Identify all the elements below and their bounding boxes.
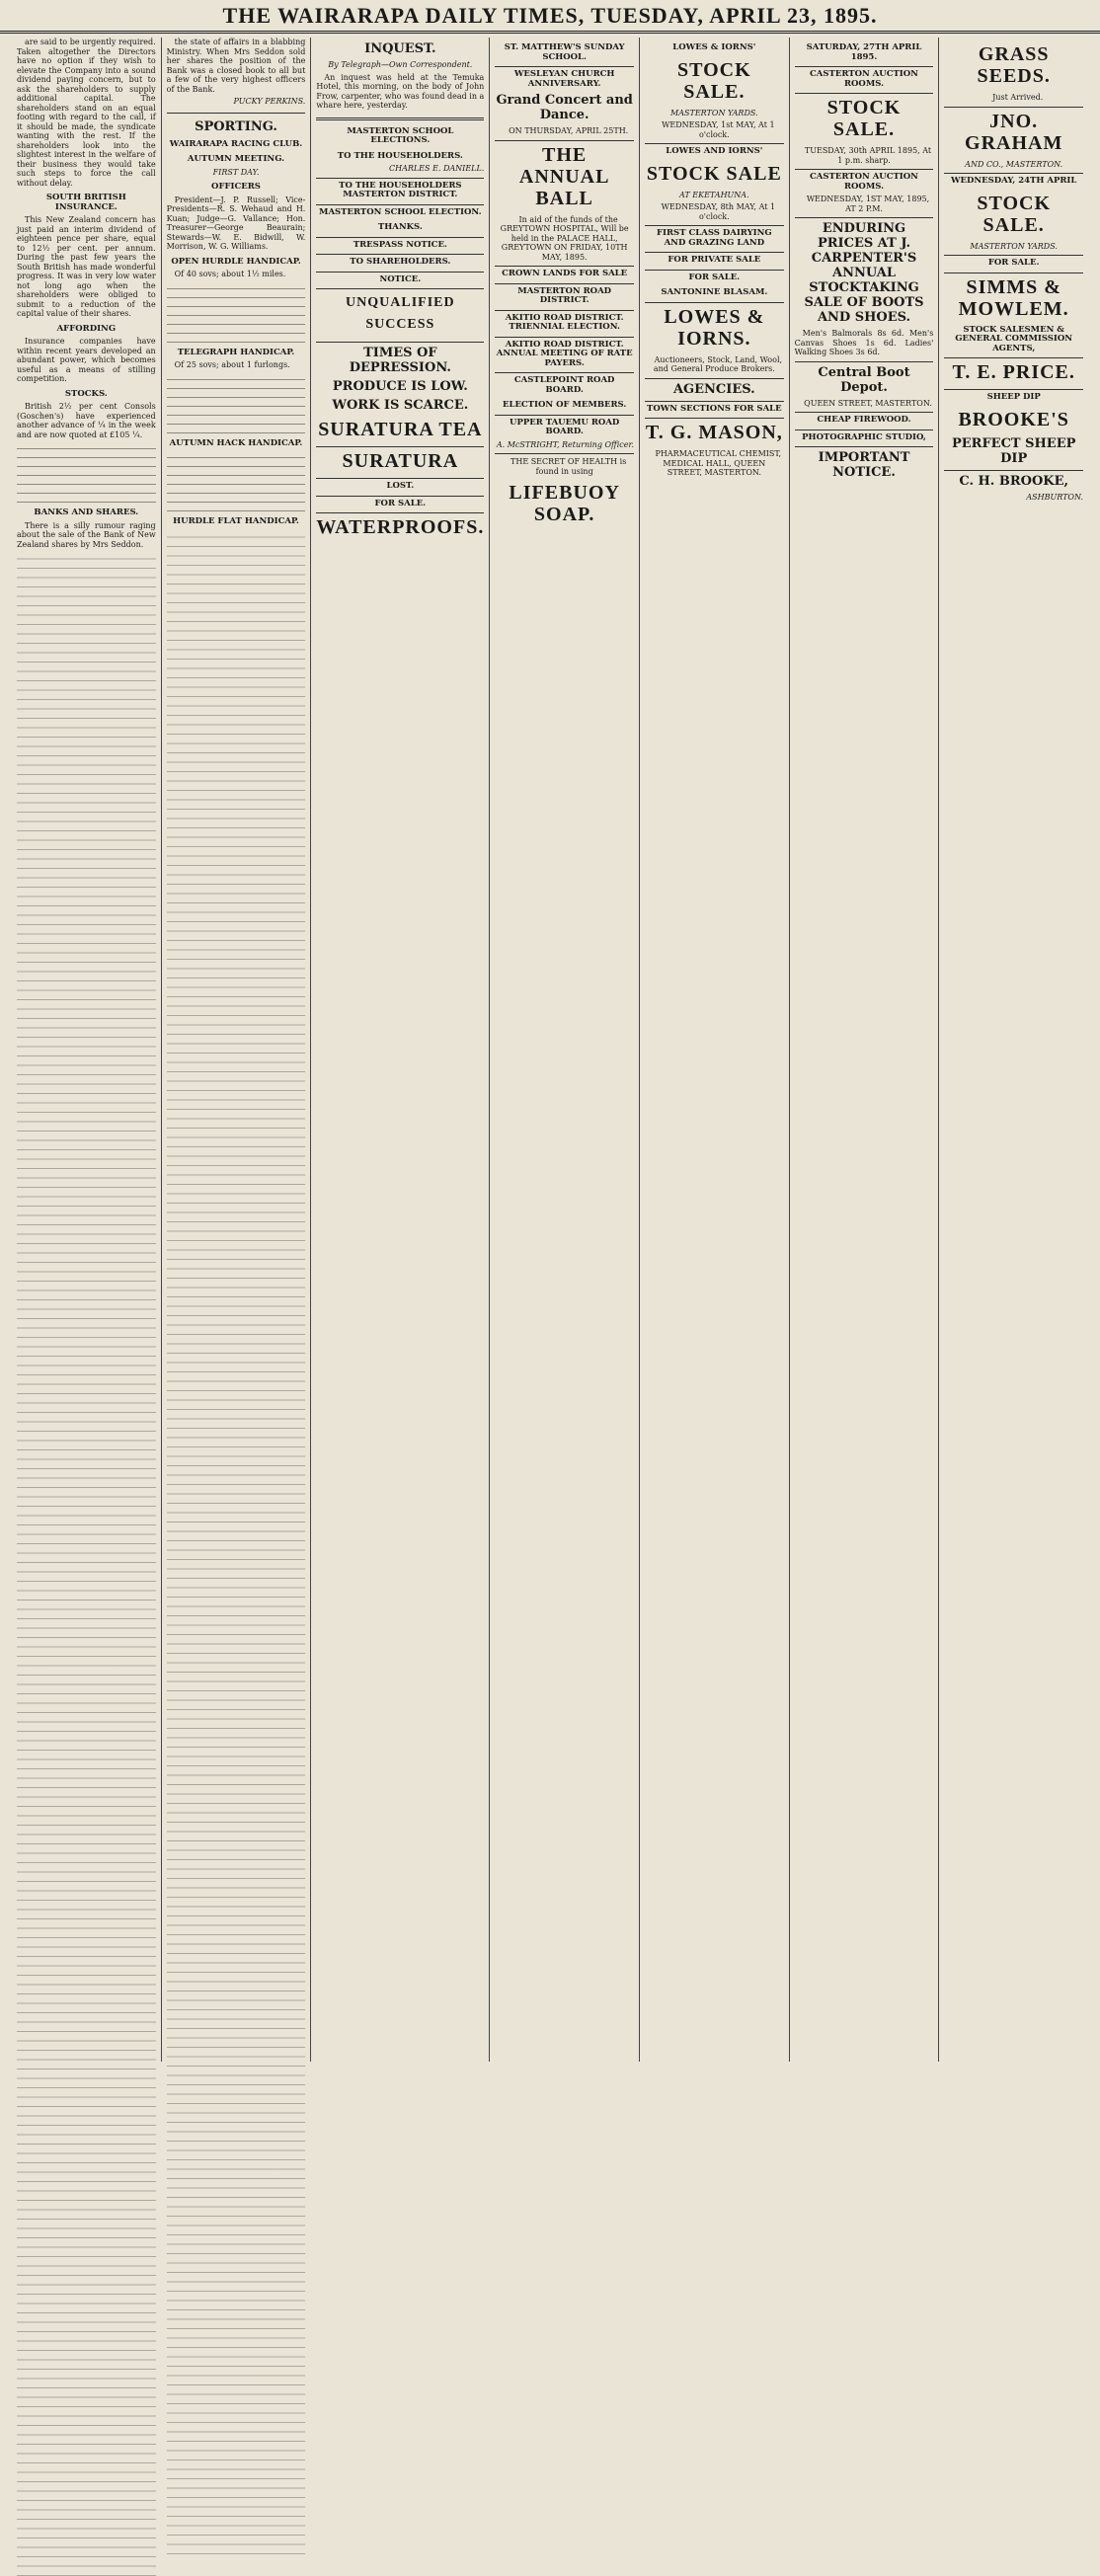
ad-title: T. E. PRICE. bbox=[944, 357, 1083, 383]
section-heading: SOUTH BRITISH INSURANCE. bbox=[45, 193, 126, 212]
ad-title: STOCK SALE. bbox=[977, 192, 1052, 236]
column-2 bbox=[162, 38, 312, 2062]
ad-heading: FIRST CLASS DAIRYING AND GRAZING LAND bbox=[645, 225, 784, 248]
ad-text: QUEEN STREET, MASTERTON. bbox=[804, 398, 932, 408]
race-heading: TELEGRAPH HANDICAP. bbox=[177, 347, 295, 357]
ad-heading: NOTICE. bbox=[316, 272, 484, 285]
article-text: Of 40 sovs; about 1½ miles. bbox=[174, 270, 286, 278]
race-heading: HURDLE FLAT HANDICAP. bbox=[173, 516, 299, 526]
ad-text: PHARMACEUTICAL CHEMIST, MEDICAL HALL, QUEEN STREET, MASTERTON. bbox=[655, 449, 782, 477]
ad-heading: WEDNESDAY, 24TH APRIL bbox=[944, 173, 1083, 187]
section-title: INQUEST. bbox=[364, 41, 436, 56]
ad-title: T. G. MASON, bbox=[645, 418, 784, 443]
ad-heading: LOWES & IORNS' bbox=[672, 42, 756, 52]
ad-heading: UPPER TAUEMU ROAD BOARD. bbox=[495, 415, 634, 437]
ad-text: Men's Balmorals 8s 6d. Men's Canvas Shoes 1s 6d. Ladies' Walking Shoes 3s 6d. bbox=[794, 329, 934, 356]
section-heading: OFFICERS bbox=[211, 182, 261, 192]
ad-title: IMPORTANT NOTICE. bbox=[795, 446, 934, 480]
section-title: SPORTING. bbox=[195, 118, 277, 134]
race-results bbox=[167, 283, 306, 343]
ad-title: PRODUCE IS LOW. bbox=[332, 379, 468, 394]
ad-title: THE ANNUAL BALL bbox=[495, 140, 634, 209]
ad-heading: SHEEP DIP bbox=[944, 389, 1083, 403]
article-text: are said to be urgently required. Taken altogether the Directors have no option if they wish to elevate the Company into a sound dividend paying concern, but to ask the shareholders to supply additional capital. The shareholders stand on an equal footing with regard to the call, if it should be made, the syndicate wanting with the rest. If the shareholders look into the slightest interest in the welfare of their business they would take such steps to force the call without delay. bbox=[17, 38, 156, 188]
ad-title: STOCK SALE. bbox=[795, 93, 934, 140]
column-4 bbox=[490, 38, 640, 2062]
article-text: Insurance companies have within recent years developed an abundant power, which becomes useful as a means of stilling competition. bbox=[17, 337, 156, 383]
ad-heading: TO THE HOUSEHOLDERS. bbox=[337, 150, 463, 161]
ad-title: BROOKE'S bbox=[958, 408, 1069, 430]
article-text: There is a silly rumour raging about the sale of the Bank of New Zealand shares by Mrs Seddon. bbox=[17, 520, 156, 549]
signature: ASHBURTON. bbox=[1026, 492, 1084, 502]
race-heading: OPEN HURDLE HANDICAP. bbox=[171, 256, 301, 267]
ad-heading: WESLEYAN CHURCH ANNIVERSARY. bbox=[495, 66, 634, 89]
ad-title: C. H. BROOKE, bbox=[944, 470, 1083, 489]
ad-text: WEDNESDAY, 1ST MAY, 1895, AT 2 P.M. bbox=[806, 195, 930, 213]
ad-text: THE SECRET OF HEALTH is found in using bbox=[495, 453, 634, 476]
ad-title: WATERPROOFS. bbox=[316, 512, 484, 538]
article-text: British 2½ per cent Consols (Goschen's) have experienced another advance of ¼ in the week and are now quoted at £105 ¼. bbox=[17, 402, 156, 439]
ad-text: In aid of the funds of the GREYTOWN HOSPITAL, Will be held in the PALACE HALL, GREYTOWN ON FRIDAY, 10TH MAY, 1895. bbox=[500, 214, 629, 262]
ad-title: LOWES & IORNS. bbox=[645, 302, 784, 350]
ad-heading: AKITIO ROAD DISTRICT. ANNUAL MEETING OF RATE PAYERS. bbox=[495, 337, 634, 369]
signature: PUCKY PERKINS. bbox=[233, 97, 306, 106]
ad-heading: FOR SALE. bbox=[645, 270, 784, 283]
ad-heading: ST. MATTHEW'S SUNDAY SCHOOL. bbox=[504, 42, 625, 62]
ad-title: STOCK SALE bbox=[646, 162, 782, 185]
ad-heading: FOR SALE. bbox=[944, 255, 1083, 269]
ad-title: PERFECT SHEEP DIP bbox=[951, 435, 1076, 466]
ad-title: SURATURA TEA bbox=[318, 419, 483, 440]
ad-text: TUESDAY, 30th APRIL 1895, At 1 p.m. sharp. bbox=[804, 146, 932, 165]
section-heading: AFFORDING bbox=[56, 323, 117, 334]
ad-text: Just Arrived. bbox=[992, 93, 1044, 102]
divider bbox=[167, 113, 306, 114]
subheading: FIRST DAY. bbox=[212, 167, 260, 177]
race-results bbox=[167, 452, 306, 511]
divider bbox=[316, 117, 484, 120]
ad-heading: FOR SALE. bbox=[316, 496, 484, 509]
ad-text: Auctioneers, Stock, Land, Wool, and General Produce Brokers. bbox=[653, 354, 783, 373]
ad-heading: MASTERTON SCHOOL ELECTION. bbox=[316, 204, 484, 218]
masthead bbox=[0, 0, 1100, 34]
ad-heading: CASTERTON AUCTION ROOMS. bbox=[795, 169, 934, 192]
ad-title: WORK IS SCARCE. bbox=[332, 398, 469, 413]
ad-title: SIMMS & MOWLEM. bbox=[944, 273, 1083, 320]
ad-title: AGENCIES. bbox=[645, 378, 784, 397]
signature: CHARLES E. DANIELL. bbox=[388, 164, 485, 173]
ad-title: JNO. GRAHAM bbox=[944, 107, 1083, 154]
column-3 bbox=[311, 38, 490, 2062]
column-6 bbox=[790, 38, 940, 2062]
race-heading: AUTUMN HACK HANDICAP. bbox=[169, 437, 303, 448]
subheading: AT EKETAHUNA. bbox=[679, 190, 749, 199]
ad-heading: PHOTOGRAPHIC STUDIO, bbox=[795, 429, 934, 443]
newspaper-columns bbox=[12, 38, 1088, 2062]
ad-heading: TOWN SECTIONS FOR SALE bbox=[645, 401, 784, 415]
subheading: By Telegraph—Own Correspondent. bbox=[328, 60, 473, 69]
ad-title: GRASS SEEDS. bbox=[977, 43, 1051, 87]
article-text: President—J. P. Russell; Vice-Presidents—R. S. Wehaud and H. Kuan; Judge—G. Vallance; Hon. Treasurer—George Beaurain; Stewards—W. E. Bidwill, W. Morrison, W. G. Williams. bbox=[166, 195, 306, 251]
ad-title: SURATURA bbox=[316, 446, 484, 472]
column-1 bbox=[12, 38, 162, 2062]
section-heading: AUTUMN MEETING. bbox=[187, 154, 285, 164]
stock-table bbox=[17, 443, 156, 503]
subheading: MASTERTON YARDS. bbox=[670, 108, 758, 117]
section-heading: WAIRARAPA RACING CLUB. bbox=[169, 138, 303, 149]
ad-heading: AKITIO ROAD DISTRICT. TRIENNIAL ELECTION. bbox=[495, 310, 634, 333]
ad-title: LIFEBUOY SOAP. bbox=[509, 482, 620, 525]
ad-heading: CHEAP FIREWOOD. bbox=[795, 412, 934, 426]
ad-heading: SATURDAY, 27TH APRIL 1895. bbox=[806, 42, 922, 62]
ad-heading: THANKS. bbox=[377, 222, 423, 232]
ad-text: WEDNESDAY, 8th MAY, At 1 o'clock. bbox=[661, 202, 776, 221]
ad-title: TIMES OF DEPRESSION. bbox=[316, 342, 484, 375]
ad-title: STOCK SALE. bbox=[677, 58, 751, 103]
signature: A. McSTRIGHT, Returning Officer. bbox=[496, 439, 634, 449]
ad-title: Central Boot Depot. bbox=[795, 361, 934, 395]
article-text: This New Zealand concern has just paid an interim dividend of eighteen pence per share, equal to 12½ per cent. per annum. During the past few years the South British has made wonderful progress. It was in very low water not long ago when the shareholders were obliged to submit to a reduction of the capital value of their shares. bbox=[17, 215, 156, 318]
ad-heading: LOST. bbox=[316, 478, 484, 492]
ad-heading: MASTERTON SCHOOL ELECTIONS. bbox=[347, 125, 454, 145]
section-heading: BANKS AND SHARES. bbox=[34, 507, 139, 517]
ad-title: UNQUALIFIED SUCCESS bbox=[316, 288, 484, 336]
column-7 bbox=[939, 38, 1088, 2062]
ad-heading: ELECTION OF MEMBERS. bbox=[502, 400, 627, 410]
ad-heading: CASTERTON AUCTION ROOMS. bbox=[795, 66, 934, 89]
ad-heading: TRESPASS NOTICE. bbox=[316, 237, 484, 251]
ad-text: ON THURSDAY, APRIL 25TH. bbox=[509, 126, 629, 135]
continued-text bbox=[17, 552, 156, 2576]
subheading: MASTERTON YARDS. bbox=[970, 241, 1058, 251]
ad-heading: CROWN LANDS FOR SALE bbox=[495, 266, 634, 279]
continued-text bbox=[167, 530, 306, 2554]
subheading: AND CO., MASTERTON. bbox=[965, 159, 1063, 169]
ad-heading: CASTLEPOINT ROAD BOARD. bbox=[495, 372, 634, 395]
section-heading: STOCKS. bbox=[64, 388, 108, 399]
ad-title: Grand Concert and Dance. bbox=[496, 93, 633, 122]
race-results bbox=[167, 374, 306, 433]
article-text: the state of affairs in a blabbing Ministry. When Mrs Seddon sold her shares the position of the Bank was a closed book to all but a few of the very highest officers of the Bank. bbox=[166, 38, 306, 94]
newspaper-title: THE WAIRARAPA DAILY TIMES, TUESDAY, APRIL 23, 1895. bbox=[222, 2, 878, 28]
ad-title: ENDURING PRICES AT J. CARPENTER'S ANNUAL STOCKTAKING SALE OF BOOTS AND SHOES. bbox=[795, 217, 934, 325]
ad-heading: FOR PRIVATE SALE bbox=[645, 252, 784, 266]
ad-heading: MASTERTON ROAD DISTRICT. bbox=[495, 283, 634, 306]
ad-heading: LOWES AND IORNS' bbox=[645, 143, 784, 157]
ad-heading: SANTONINE BLASAM. bbox=[661, 287, 768, 297]
article-text: Of 25 sovs; about 1 furlongs. bbox=[174, 360, 290, 369]
article-text: An inquest was held at the Temuka Hotel, this morning, on the body of John Frow, carpenter, who was found dead in a whare here, yesterday. bbox=[316, 72, 485, 110]
ad-heading: STOCK SALESMEN & GENERAL COMMISSION AGENTS, bbox=[955, 324, 1073, 353]
ad-text: WEDNESDAY, 1st MAY, At 1 o'clock. bbox=[662, 120, 775, 139]
column-5 bbox=[640, 38, 790, 2062]
ad-heading: TO SHAREHOLDERS. bbox=[316, 254, 484, 268]
ad-heading: TO THE HOUSEHOLDERS MASTERTON DISTRICT. bbox=[316, 178, 484, 200]
